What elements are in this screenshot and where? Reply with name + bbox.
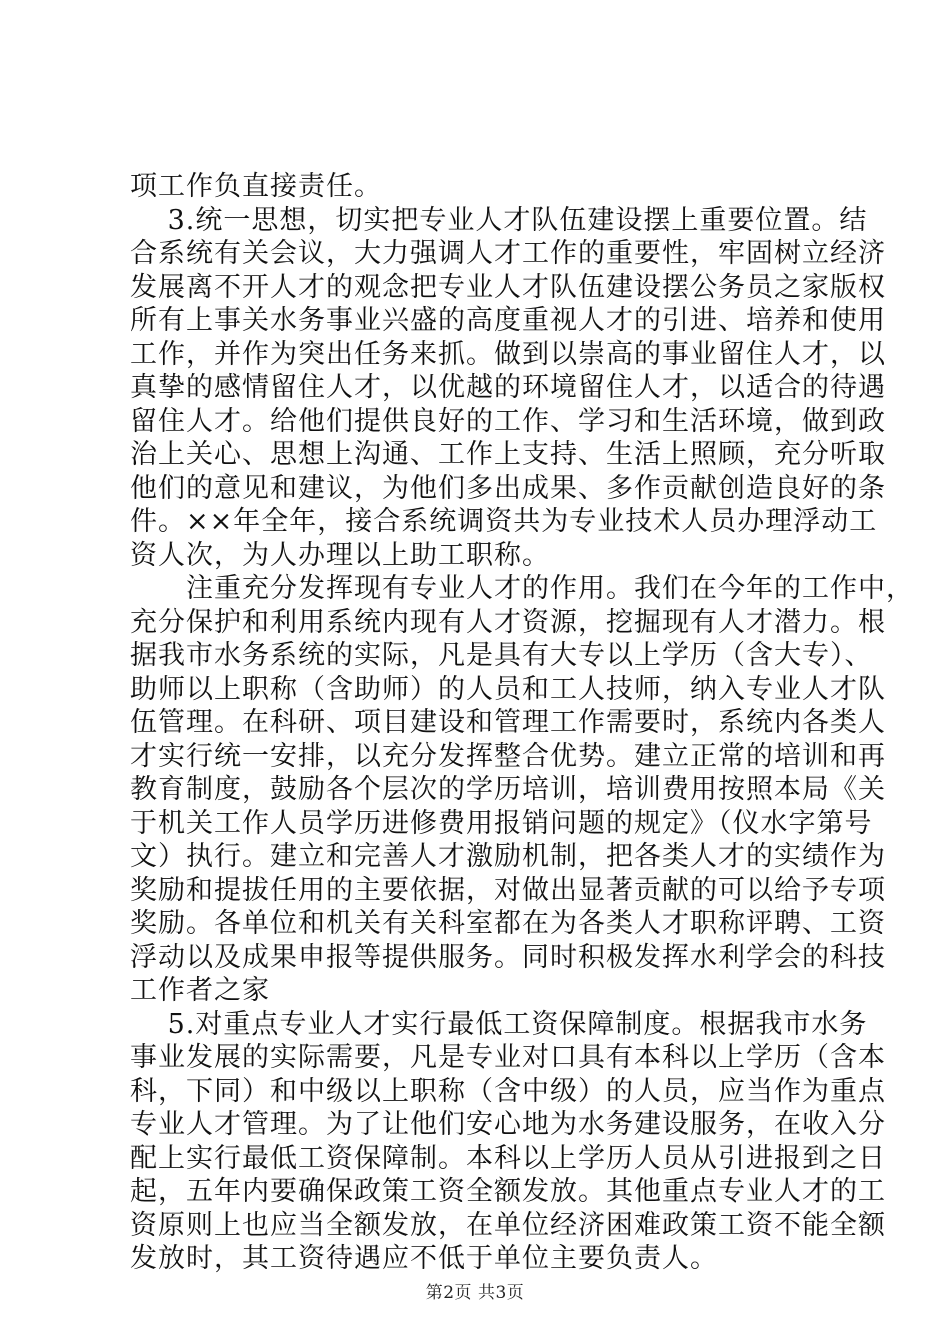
text-line: 起，五年内要确保政策工资全额发放。其他重点专业人才的工: [130, 1176, 886, 1207]
text-line: 才实行统一安排，以充分发挥整合优势。建立正常的培训和再: [130, 740, 886, 772]
text-line: 浮动以及成果申报等提供服务。同时积极发挥水利学会的科技: [130, 941, 886, 973]
text-line: 配上实行最低工资保障制。本科以上学历人员从引进报到之日: [130, 1142, 886, 1174]
text-line: 工作者之家: [130, 975, 270, 1006]
text-line: 治上关心、思想上沟通、工作上支持、生活上照顾，充分听取: [130, 439, 886, 470]
text-line: 资原则上也应当全额发放，在单位经济困难政策工资不能全额: [130, 1209, 886, 1241]
text-line: 教育制度，鼓励各个层次的学历培训，培训费用按照本局《关: [130, 774, 886, 805]
text-line: 事业发展的实际需要，凡是专业对口具有本科以上学历（含本: [130, 1042, 886, 1073]
text-line: 资人次，为人办理以上助工职称。: [130, 539, 550, 571]
text-line: 件。××年全年，接合系统调资共为专业技术人员办理浮动工: [130, 506, 878, 537]
text-line: 真挚的感情留住人才，以优越的环境留住人才，以适合的待遇: [130, 372, 886, 403]
text-line: 所有上事关水务事业兴盛的高度重视人才的引进、培养和使用: [130, 305, 886, 336]
text-line: 充分保护和利用系统内现有人才资源，挖掘现有人才潜力。根: [130, 606, 886, 638]
text-line: 项工作负直接责任。: [130, 171, 382, 202]
text-line: 5.对重点专业人才实行最低工资保障制度。根据我市水务: [130, 1008, 868, 1040]
text-line: 伍管理。在科研、项目建设和管理工作需要时，系统内各类人: [130, 707, 886, 738]
text-line: 奖励和提拔任用的主要依据，对做出显著贡献的可以给予专项: [130, 874, 886, 906]
text-line: 合系统有关会议，大力强调人才工作的重要性，牢固树立经济: [130, 238, 886, 269]
text-line: 他们的意见和建议，为他们多出成果、多作贡献创造良好的条: [130, 472, 886, 504]
text-line: 专业人才管理。为了让他们安心地为水务建设服务，在收入分: [130, 1109, 886, 1140]
text-line: 发放时，其工资待遇应不低于单位主要负责人。: [130, 1243, 718, 1274]
text-line: 留住人才。给他们提供良好的工作、学习和生活环境，做到政: [130, 405, 886, 437]
text-line: 3.统一思想，切实把专业人才队伍建设摆上重要位置。结: [130, 204, 868, 236]
text-line: 助师以上职称（含助师）的人员和工人技师，纳入专业人才队: [130, 673, 886, 705]
text-line: 奖励。各单位和机关有关科室都在为各类人才职称评聘、工资: [130, 908, 886, 939]
page-number-footer: 第2页 共3页: [425, 1283, 525, 1303]
text-line: 工作，并作为突出任务来抓。做到以崇高的事业留住人才，以: [130, 338, 886, 370]
text-line: 发展离不开人才的观念把专业人才队伍建设摆公务员之家版权: [130, 271, 886, 303]
text-line: 于机关工作人员学历进修费用报销问题的规定》（仪水字第号: [130, 807, 873, 839]
document-body: [130, 170, 914, 1276]
text-line: 注重充分发挥现有专业人才的作用。我们在今年的工作中，: [130, 573, 914, 604]
text-line: 科，下同）和中级以上职称（含中级）的人员，应当作为重点: [130, 1075, 886, 1107]
text-line: 文）执行。建立和完善人才激励机制，把各类人才的实绩作为: [130, 841, 886, 872]
text-line: 据我市水务系统的实际，凡是具有大专以上学历（含大专）、: [130, 640, 873, 671]
